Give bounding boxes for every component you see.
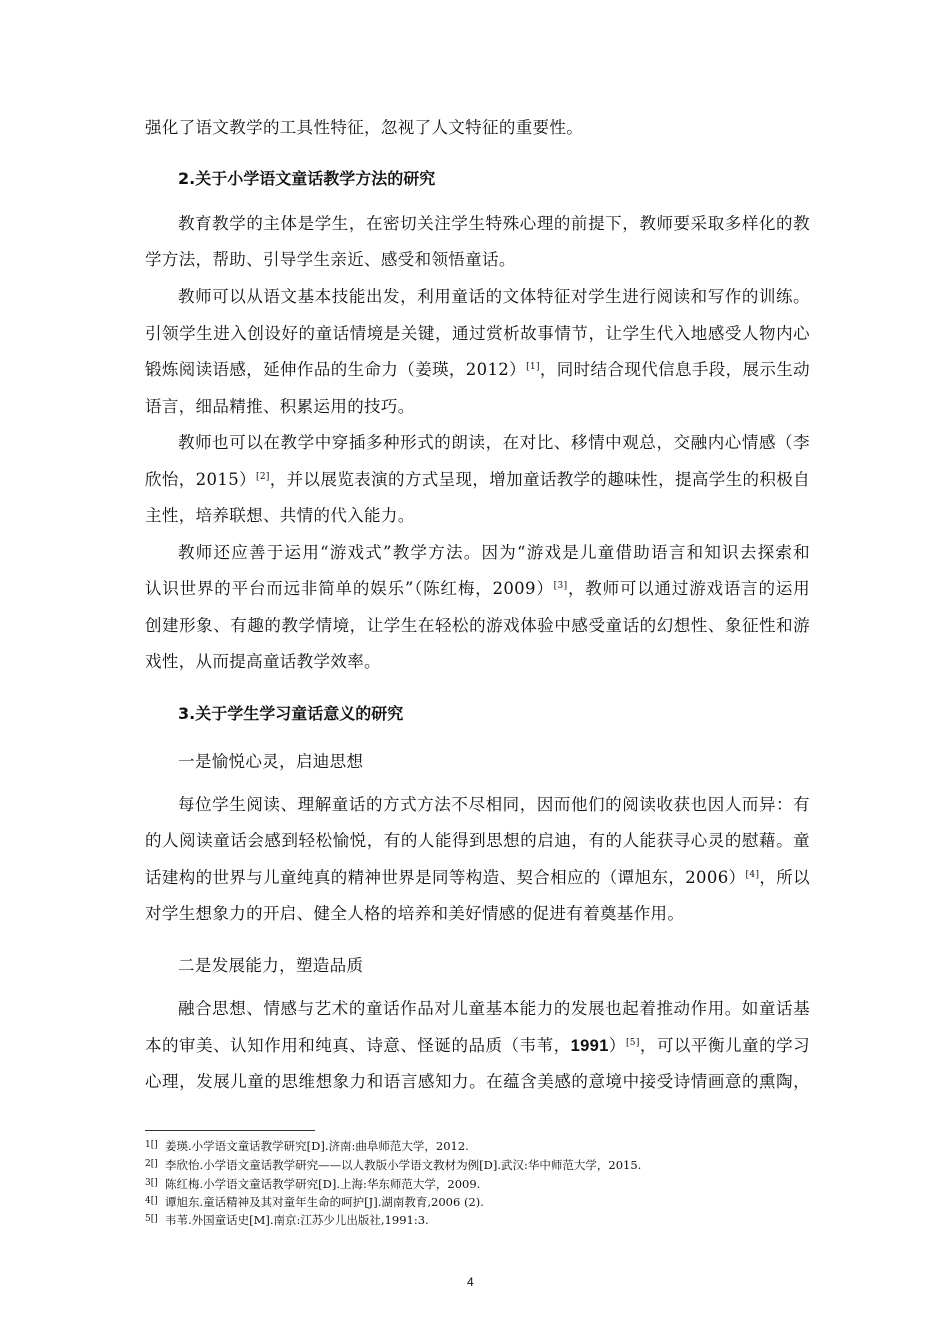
- body-line: 对学生想象力的开启、健全人格的培养和美好情感的促进有着奠基作用。: [145, 904, 685, 923]
- footnote-text: 李欣怡.小学语文童话教学研究——以人教版小学语文教材为例[D].武汉:华中师范大学，2015.: [165, 1158, 642, 1172]
- section-heading-2: 2.关于小学语文童话教学方法的研究: [178, 169, 436, 188]
- body-line: [145, 579, 810, 599]
- body-line: 心理，发展儿童的思维想象力和语言感知力。在蕴含美感的意境中接受诗情画意的熏陶，: [145, 1072, 810, 1091]
- body-line: [145, 360, 810, 380]
- body-text: ）: [608, 1036, 626, 1055]
- body-line: 学方法，帮助、引导学生亲近、感受和领悟童话。: [145, 250, 516, 269]
- footnote-number: 4[]: [145, 1196, 158, 1206]
- citation-ref: [3]: [553, 581, 568, 591]
- body-line: [145, 868, 810, 888]
- body-line: 教师还应善于运用“游戏式”教学方法。因为“游戏是儿童借助语言和知识去探索和: [178, 543, 810, 562]
- body-line: 强化了语文教学的工具性特征，忽视了人文特征的重要性。: [145, 118, 584, 137]
- body-text: ，并以展览表演的方式呈现，增加童话教学的趣味性，提高学生的积极自: [269, 470, 810, 489]
- footnote-number: 3[]: [145, 1178, 158, 1188]
- citation-ref: [2]: [255, 472, 270, 482]
- body-line: [145, 1036, 810, 1056]
- body-line: 教育教学的主体是学生，在密切关注学生特殊心理的前提下，教师要采取多样化的教: [178, 214, 810, 233]
- footnote-number: 2[]: [145, 1159, 158, 1169]
- citation-ref: [5]: [625, 1038, 640, 1048]
- footnote: [145, 1176, 480, 1191]
- footnote: [145, 1212, 429, 1227]
- body-text: 锻炼阅读语感，延伸作品的生命力（姜瑛，2012）: [145, 360, 527, 379]
- body-line: 教师也可以在教学中穿插多种形式的朗读，在对比、移情中观总，交融内心情感（李: [178, 433, 810, 452]
- footnote: [145, 1138, 469, 1153]
- footnote-text: 姜瑛.小学语文童话教学研究[D].济南:曲阜师范大学，2012.: [165, 1139, 469, 1153]
- body-text: 认识世界的平台而远非简单的娱乐”（陈红梅，2009）: [145, 579, 554, 598]
- body-line: 戏性，从而提高童话教学效率。: [145, 652, 381, 671]
- footnote: [145, 1194, 484, 1209]
- body-text: ，所以: [759, 868, 810, 887]
- body-text: ，教师可以通过游戏语言的运用: [567, 579, 810, 598]
- footnote-text: 谭旭东.童话精神及其对童年生命的呵护[J].湖南教育,2006 (2).: [165, 1195, 484, 1209]
- body-line: 的人阅读童话会感到轻松愉悦，有的人能得到思想的启迪，有的人能获寻心灵的慰藉。童: [145, 831, 810, 850]
- body-line: 每位学生阅读、理解童话的方式方法不尽相同，因而他们的阅读收获也因人而异：有: [178, 795, 810, 814]
- footnote-text: 韦苇.外国童话史[M].南京:江苏少儿出版社,1991:3.: [165, 1213, 429, 1227]
- body-line: 引领学生进入创设好的童话情境是关键，通过赏析故事情节，让学生代入地感受人物内心: [145, 324, 810, 343]
- subheading: 一是愉悦心灵，启迪思想: [178, 752, 364, 771]
- body-text: ，同时结合现代信息手段，展示生动: [539, 360, 810, 379]
- body-text: 欣怡，2015）: [145, 470, 256, 489]
- citation-ref: [1]: [526, 362, 540, 372]
- body-text: 话建构的世界与儿童纯真的精神世界是同等构造、契合相应的（谭旭东，2006）: [145, 868, 746, 887]
- body-text: 本的审美、认知作用和纯真、诗意、怪诞的品质（韦苇，: [145, 1036, 571, 1055]
- body-text: ，可以平衡儿童的学习: [639, 1036, 810, 1055]
- footnote: [145, 1157, 641, 1172]
- body-line: 创建形象、有趣的教学情境，让学生在轻松的游戏体验中感受童话的幻想性、象征性和游: [145, 616, 810, 635]
- footnote-text: 陈红梅.小学语文童话教学研究[D].上海:华东师范大学，2009.: [165, 1177, 481, 1191]
- footnote-number: 5[]: [145, 1214, 158, 1224]
- citation-ref: [4]: [745, 870, 760, 880]
- body-line: 融合思想、情感与艺术的童话作品对儿童基本能力的发展也起着推动作用。如童话基: [178, 999, 810, 1018]
- body-line: 主性，培养联想、共情的代入能力。: [145, 506, 415, 525]
- footnote-separator: [145, 1130, 315, 1131]
- body-line: [145, 470, 810, 490]
- body-line: 教师可以从语文基本技能出发，利用童话的文体特征对学生进行阅读和写作的训练。: [178, 287, 810, 306]
- body-line: 语言，细品精推、积累运用的技巧。: [145, 397, 415, 416]
- subheading: 二是发展能力，塑造品质: [178, 956, 364, 975]
- body-text-year: 1991: [570, 1037, 609, 1055]
- footnote-number: 1[]: [145, 1140, 158, 1150]
- page-number: 4: [467, 1275, 474, 1289]
- section-heading-3: 3.关于学生学习童话意义的研究: [178, 704, 404, 723]
